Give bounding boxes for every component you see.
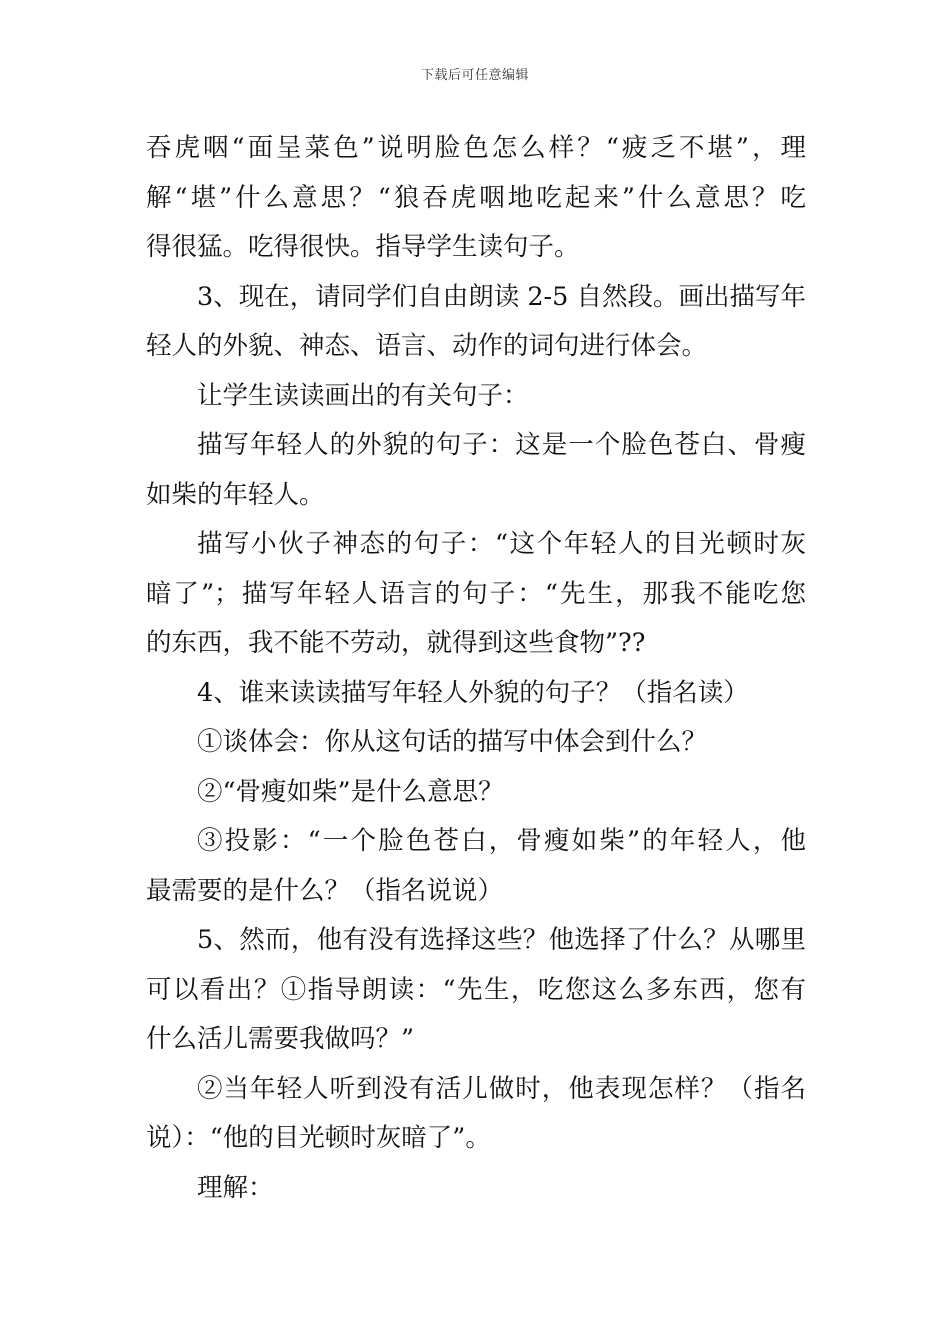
text-line: 吞虎咽“面呈菜色”说明脸色怎么样？“疲乏不堪”，理 — [146, 133, 806, 163]
text-line: ③投影：“一个脸色苍白，骨瘦如柴”的年轻人，他 — [197, 826, 806, 856]
text-line: 让学生读读画出的有关句子： — [197, 380, 529, 411]
text-line: ②当年轻人听到没有活儿做时，他表现怎样？（指名 — [197, 1073, 806, 1104]
text-line: 最需要的是什么？（指名说说） — [146, 875, 504, 906]
page-header: 下载后可任意编辑 — [420, 68, 529, 83]
text-line: 得很猛。吃得很快。指导学生读句子。 — [146, 232, 580, 262]
text-line: 4、谁来读读描写年轻人外貌的句子？（指名读） — [197, 677, 749, 708]
text-line: 轻人的外貌、神态、语言、动作的词句进行体会。 — [146, 331, 708, 361]
text-line: 暗了”；描写年轻人语言的句子：“先生，那我不能吃您 — [146, 578, 806, 609]
text-line: 什么活儿需要我做吗？” — [146, 1024, 415, 1054]
text-line: 如柴的年轻人。 — [146, 479, 325, 510]
text-line: ①谈体会：你从这句话的描写中体会到什么？ — [197, 727, 708, 757]
document-body — [146, 124, 806, 1213]
text-line: 解“堪”什么意思？“狼吞虎咽地吃起来”什么意思？吃 — [146, 182, 806, 213]
text-line: 描写小伙子神态的句子：“这个年轻人的目光顿时灰 — [197, 529, 806, 559]
text-line: ②“骨瘦如柴”是什么意思？ — [197, 776, 504, 807]
text-line: 3、现在，请同学们自由朗读 2-5 自然段。画出描写年 — [197, 281, 807, 312]
text-line: 描写年轻人的外貌的句子：这是一个脸色苍白、骨瘦 — [197, 430, 806, 460]
text-line: 的东西，我不能不劳动，就得到这些食物”?? — [146, 628, 646, 658]
text-line: 理解： — [197, 1172, 274, 1203]
text-line: 5、然而，他有没有选择这些？他选择了什么？从哪里 — [197, 925, 806, 955]
text-line: 可以看出？①指导朗读：“先生，吃您这么多东西，您有 — [146, 974, 806, 1005]
text-line: 说）：“他的目光顿时灰暗了”。 — [146, 1123, 491, 1153]
